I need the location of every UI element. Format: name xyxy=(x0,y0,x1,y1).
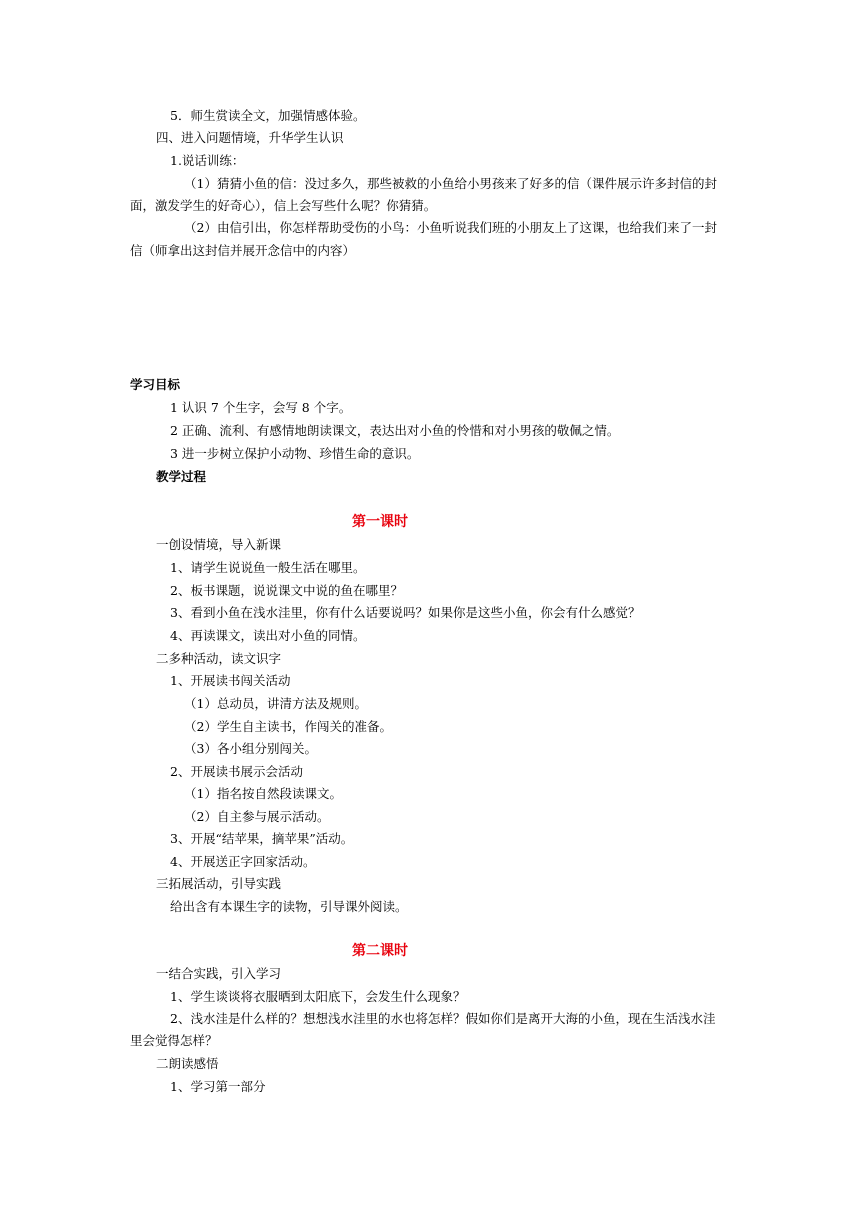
lesson2-step2-heading: 二朗读感悟 xyxy=(156,1056,219,1071)
lesson1-step1-heading: 一创设情境，导入新课 xyxy=(156,537,282,552)
paragraph-guess-letter-cont: 面，激发学生的好奇心），信上会写些什么呢？你猜猜。 xyxy=(130,198,437,213)
lesson1-step2-item2a: （1）指名按自然段读课文。 xyxy=(184,786,342,801)
goals-title: 学习目标 xyxy=(130,377,181,392)
subheading-speaking-practice: 1.说话训练： xyxy=(170,153,245,168)
lesson2-step1-heading: 一结合实践，引入学习 xyxy=(156,966,282,981)
lesson1-heading: 第一课时 xyxy=(352,514,408,530)
process-title: 教学过程 xyxy=(156,469,207,484)
lesson1-step1-item3: 3、看到小鱼在浅水洼里，你有什么话要说吗？如果你是这些小鱼，你会有什么感觉？ xyxy=(170,605,641,620)
lesson1-step2-item2b: （2）自主参与展示活动。 xyxy=(184,809,330,824)
lesson2-step1-item1: 1、学生谈谈将衣服晒到太阳底下，会发生什么现象？ xyxy=(170,989,466,1004)
lesson1-step1-item2: 2、板书课题，说说课文中说的鱼在哪里？ xyxy=(170,583,403,598)
paragraph-help-bird-cont: 信（师拿出这封信并展开念信中的内容） xyxy=(130,243,356,258)
lesson1-step2-item1b: （2）学生自主读书，作闯关的准备。 xyxy=(184,719,392,734)
lesson1-step2-item1c: （3）各小组分别闯关。 xyxy=(184,741,317,756)
section-heading-problem-situation: 四、进入问题情境，升华学生认识 xyxy=(156,130,344,145)
goal-item-1: 1 认识 7 个生字，会写 8 个字。 xyxy=(170,400,352,415)
lesson1-step2-item3: 3、开展“结苹果，摘苹果”活动。 xyxy=(170,831,354,846)
lesson2-step1-item2-cont: 里会觉得怎样？ xyxy=(130,1033,218,1048)
lesson1-step2-heading: 二多种活动，读文识字 xyxy=(156,651,282,666)
lesson1-step2-item1: 1、开展读书闯关活动 xyxy=(170,673,291,688)
lesson1-step3-item1: 给出含有本课生字的读物，引导课外阅读。 xyxy=(170,899,408,914)
paragraph-help-bird: （2）由信引出，你怎样帮助受伤的小鸟：小鱼听说我们班的小朋友上了这课，也给我们来了一封 xyxy=(184,220,717,235)
lesson1-step2-item2: 2、开展读书展示会活动 xyxy=(170,764,303,779)
lesson2-heading: 第二课时 xyxy=(352,943,408,959)
paragraph-appreciate-reading: 5．师生赏读全文，加强情感体验。 xyxy=(170,108,366,123)
lesson1-step2-item1a: （1）总动员，讲清方法及规则。 xyxy=(184,696,367,711)
goal-item-3: 3 进一步树立保护小动物、珍惜生命的意识。 xyxy=(170,446,420,461)
lesson2-step2-item1: 1、学习第一部分 xyxy=(170,1079,266,1094)
lesson2-step1-item2: 2、浅水洼是什么样的？想想浅水洼里的水也将怎样？假如你们是离开大海的小鱼，现在生活浅水洼 xyxy=(170,1011,716,1026)
goal-item-2: 2 正确、流利、有感情地朗读课文，表达出对小鱼的怜惜和对小男孩的敬佩之情。 xyxy=(170,423,620,438)
paragraph-guess-letter: （1）猜猜小鱼的信：没过多久，那些被救的小鱼给小男孩来了好多的信（课件展示许多封信的封 xyxy=(184,176,717,191)
lesson1-step1-item1: 1、请学生说说鱼一般生活在哪里。 xyxy=(170,560,366,575)
lesson1-step1-item4: 4、再读课文，读出对小鱼的同情。 xyxy=(170,628,366,643)
lesson1-step2-item4: 4、开展送正字回家活动。 xyxy=(170,854,316,869)
lesson1-step3-heading: 三拓展活动，引导实践 xyxy=(156,876,282,891)
